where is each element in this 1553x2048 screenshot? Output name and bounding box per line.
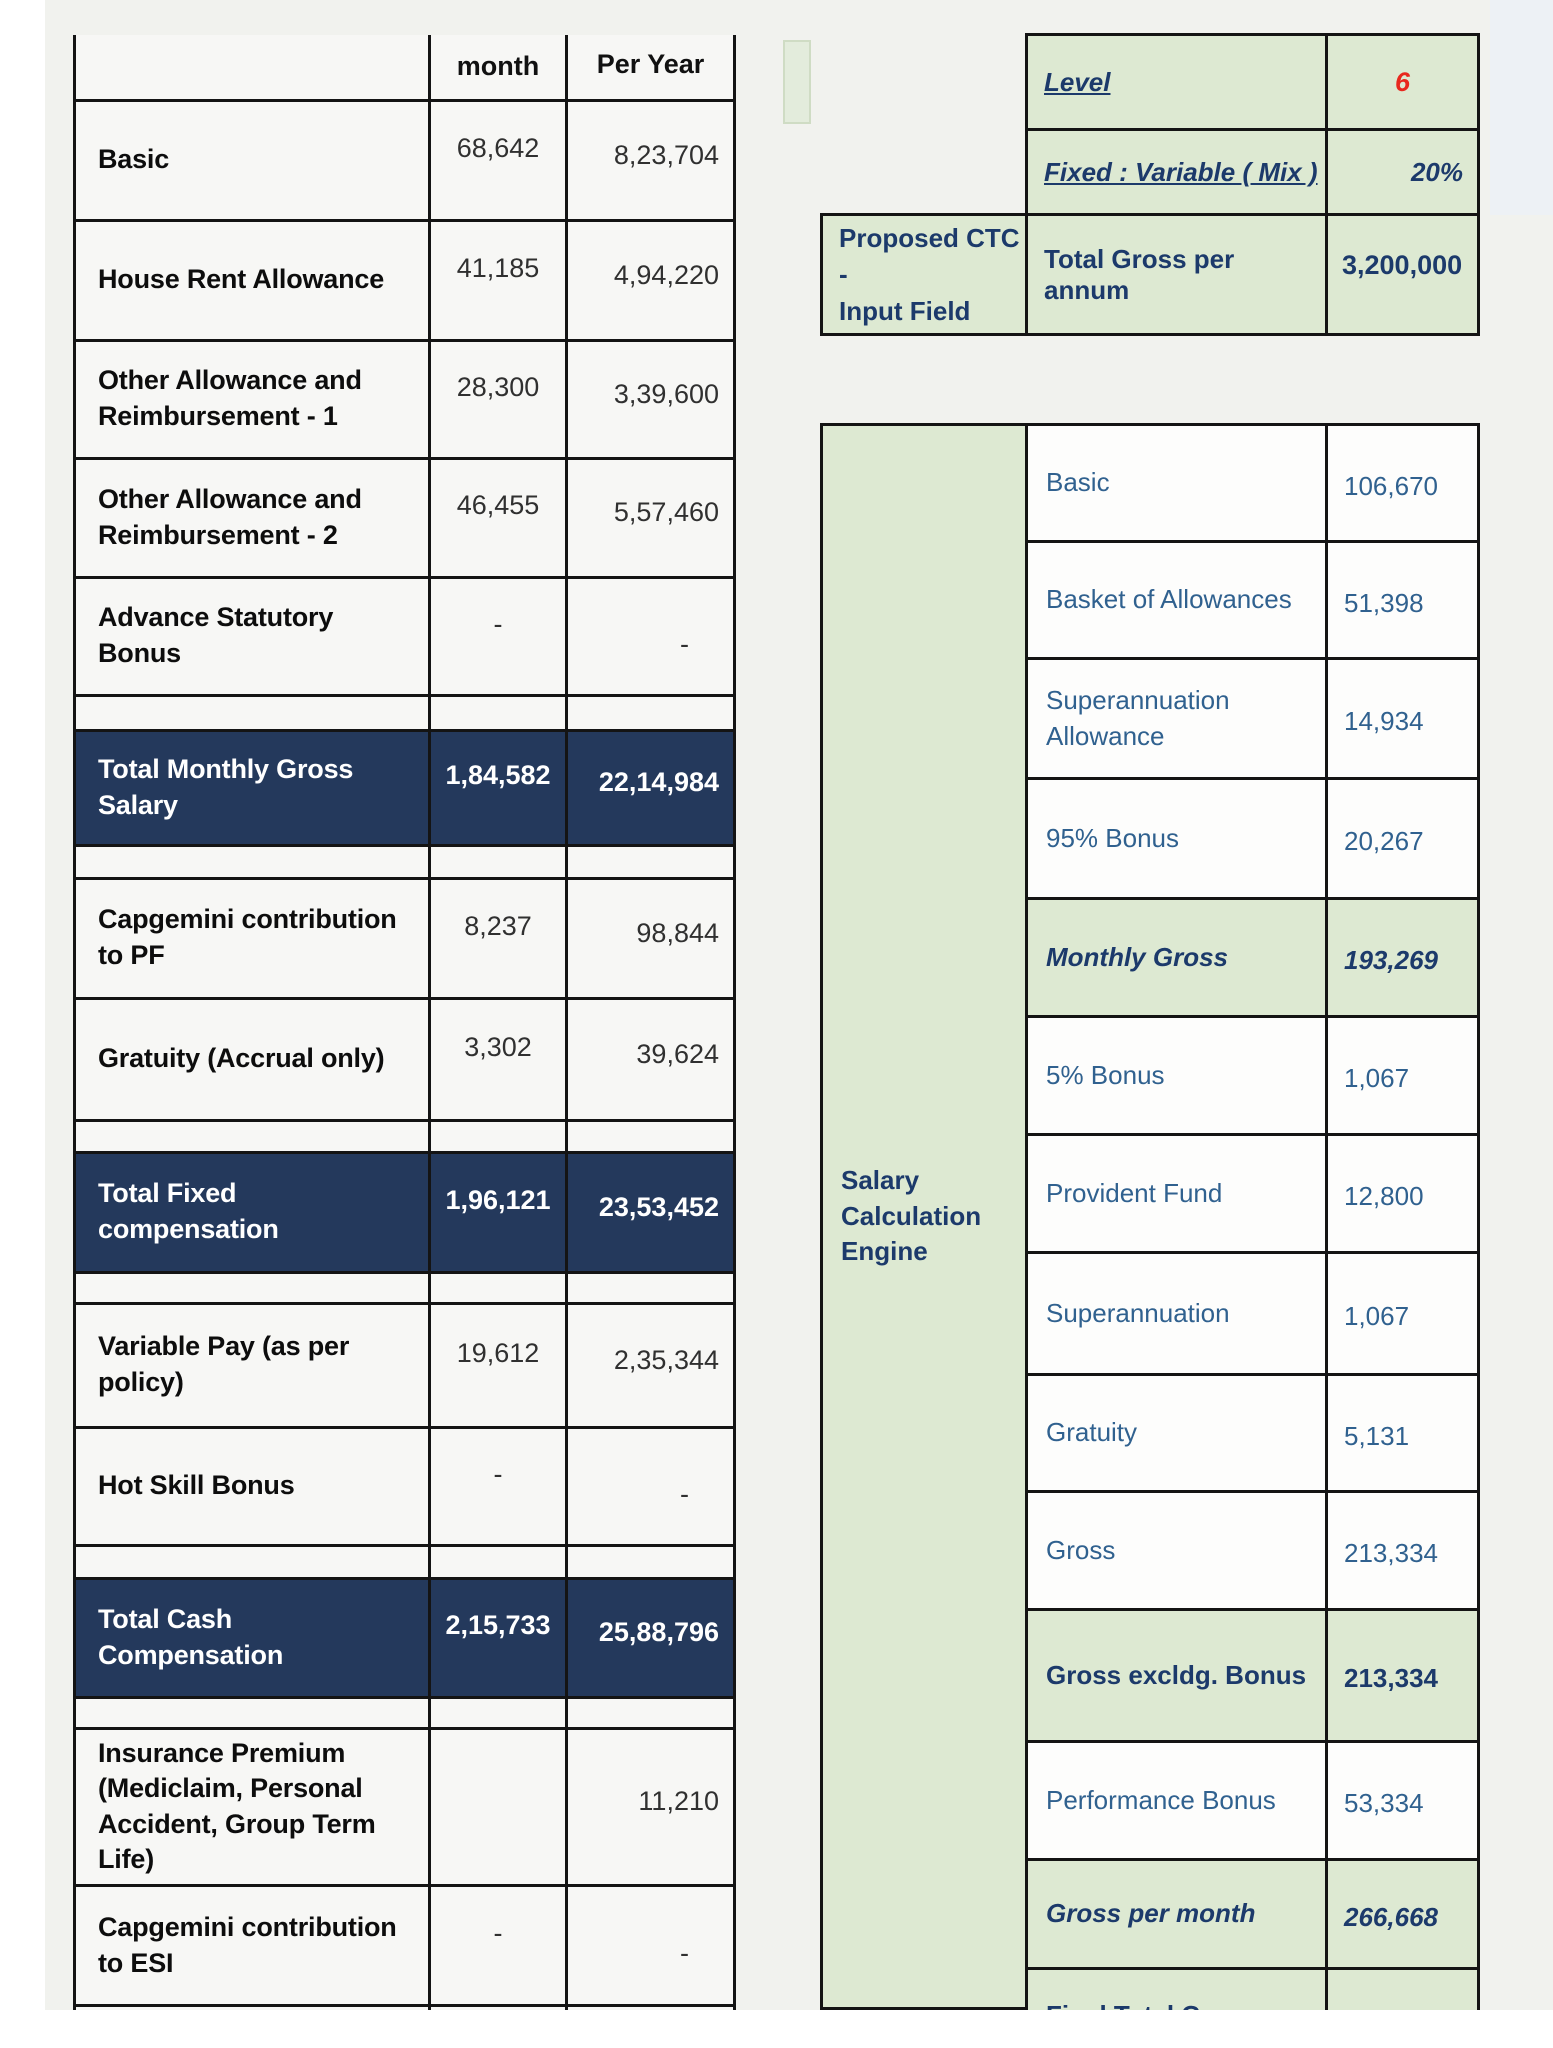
engine-row-label: Monthly Gross <box>1046 941 1229 972</box>
row-label: Gratuity (Accrual only) <box>98 1043 385 1074</box>
engine-value-cell <box>1327 1860 1479 1969</box>
label-cell <box>75 1886 430 2006</box>
mix-label-cell <box>1027 130 1327 215</box>
month-value-cell <box>430 1886 567 2006</box>
engine-row-label: Superannuation Allowance <box>1046 685 1230 751</box>
month-value: 41,185 <box>456 252 540 283</box>
year-value-cell <box>567 1152 735 1272</box>
engine-row-value: 106,670 <box>1344 470 1438 501</box>
spacer-row <box>75 1545 735 1578</box>
year-value: 8,23,704 <box>613 139 719 170</box>
proposed-ctc-section-label: Proposed CTC - Input Field <box>839 222 1020 326</box>
label-cell <box>75 340 430 458</box>
month-value-cell <box>430 1578 567 1697</box>
row-capgemini-contribution-esi <box>75 1886 735 2006</box>
engine-row-gross-per-month <box>1027 1860 1479 1969</box>
engine-row-superannuation <box>1027 1253 1479 1375</box>
engine-row-label: Gross per month <box>1046 1898 1256 1929</box>
engine-value-cell <box>1327 1610 1479 1742</box>
year-value-cell <box>567 998 735 1120</box>
spacer-cell <box>75 695 430 730</box>
engine-label-cell <box>1027 1375 1327 1492</box>
month-value: 3,302 <box>464 1031 532 1062</box>
label-cell <box>75 730 430 845</box>
spacer-row <box>75 695 735 730</box>
engine-title-cell <box>820 423 1025 2010</box>
month-value: - <box>493 1918 503 1948</box>
row-total-monthly-gross-salary <box>75 730 735 845</box>
engine-label-cell <box>1027 425 1327 542</box>
month-value-cell <box>430 1303 567 1427</box>
mix-value[interactable]: 20% <box>1410 156 1463 187</box>
label-cell <box>75 577 430 695</box>
engine-row-value: 51,398 <box>1344 587 1424 618</box>
header-month-cell <box>430 35 567 100</box>
compensation-table <box>73 35 736 2014</box>
spacer-cell <box>75 1120 430 1152</box>
salary-calculation-engine <box>820 423 1480 2037</box>
year-value: 11,210 <box>638 1786 719 1817</box>
engine-value-cell <box>1327 1742 1479 1860</box>
month-value: - <box>493 608 503 639</box>
year-value-cell <box>567 1578 735 1697</box>
total-gross-label: Total Gross per annum <box>1044 243 1235 305</box>
left-margin <box>0 0 45 2048</box>
empty-area <box>822 35 1027 130</box>
engine-row-value: 1,067 <box>1344 1301 1410 1331</box>
month-column-header: month <box>456 51 540 82</box>
engine-row-value: 12,800 <box>1344 1181 1424 1211</box>
engine-row-label: Provident Fund <box>1046 1177 1223 1208</box>
year-value-cell <box>567 458 735 577</box>
row-label: Advance Statutory Bonus <box>98 602 334 668</box>
month-value: 19,612 <box>456 1337 540 1368</box>
engine-label-cell <box>1027 1135 1327 1253</box>
engine-value-cell <box>1327 425 1479 542</box>
label-cell <box>75 1728 430 1886</box>
row-house-rent-allowance <box>75 220 735 340</box>
month-value: - <box>493 1458 503 1489</box>
proposed-ctc-section-cell <box>822 215 1027 335</box>
row-total-cash-compensation <box>75 1578 735 1697</box>
mix-label: Fixed : Variable ( Mix ) <box>1044 156 1318 187</box>
engine-row-value: 14,934 <box>1344 706 1424 736</box>
month-value: 68,642 <box>456 132 540 163</box>
year-value-cell <box>567 1728 735 1886</box>
engine-value-cell <box>1327 1253 1479 1375</box>
year-value-cell <box>567 100 735 220</box>
label-cell <box>75 100 430 220</box>
engine-label-cell <box>1027 542 1327 659</box>
total-gross-label-cell <box>1027 215 1327 335</box>
total-gross-row <box>822 215 1479 335</box>
engine-row-label: 95% Bonus <box>1046 822 1179 853</box>
engine-row-label: Performance Bonus <box>1046 1784 1276 1815</box>
engine-row-basic <box>1027 425 1479 542</box>
bottom-margin <box>0 2010 1553 2048</box>
engine-row-label: Gratuity <box>1046 1417 1138 1448</box>
spacer-cell <box>430 1120 567 1152</box>
year-value: 23,53,452 <box>598 1191 719 1222</box>
engine-row-value: 213,334 <box>1344 1538 1438 1568</box>
year-value: 3,39,600 <box>613 378 719 409</box>
year-value-cell <box>567 1427 735 1545</box>
engine-row-value: 1,067 <box>1344 1063 1410 1093</box>
engine-row-gratuity <box>1027 1375 1479 1492</box>
month-value-cell <box>430 1427 567 1545</box>
engine-value-cell <box>1327 899 1479 1017</box>
month-value: 28,300 <box>456 371 540 402</box>
spacer-cell <box>567 695 735 730</box>
row-other-allowance-2 <box>75 458 735 577</box>
header-year-cell <box>567 35 735 100</box>
spacer-row <box>75 1697 735 1728</box>
engine-row-provident-fund <box>1027 1135 1479 1253</box>
month-value: 1,84,582 <box>445 760 551 790</box>
engine-row-bonus-95 <box>1027 779 1479 899</box>
row-label: Other Allowance and Reimbursement - 1 <box>98 365 362 431</box>
month-value <box>431 1795 565 1819</box>
spacer-cell <box>430 695 567 730</box>
spacer-cell <box>567 1272 735 1303</box>
engine-value-cell <box>1327 1135 1479 1253</box>
background-wash <box>1490 0 1553 215</box>
engine-row-value: 266,668 <box>1344 1901 1438 1932</box>
spacer-row <box>75 845 735 878</box>
engine-value-cell <box>1327 1492 1479 1610</box>
label-cell <box>75 458 430 577</box>
engine-row-value <box>1328 1970 1477 1976</box>
header-row <box>75 35 735 100</box>
spacer-cell <box>430 1697 567 1728</box>
month-value: 46,455 <box>456 490 540 520</box>
row-insurance-premium <box>75 1728 735 1886</box>
engine-row-label: Basket of Allowances <box>1046 584 1292 615</box>
year-value-cell <box>567 1886 735 2006</box>
engine-row-performance-bonus <box>1027 1742 1479 1860</box>
row-label: Total Fixed compensation <box>98 1178 279 1244</box>
engine-value-cell <box>1327 1375 1479 1492</box>
per-year-column-header: Per Year <box>596 49 705 80</box>
level-value[interactable]: 6 <box>1394 66 1411 97</box>
engine-label-cell <box>1027 1610 1327 1742</box>
year-value: - <box>680 1938 689 1968</box>
month-value-cell <box>430 1728 567 1886</box>
row-basic <box>75 100 735 220</box>
engine-label-cell <box>1027 659 1327 779</box>
year-value-cell <box>567 340 735 458</box>
row-label: Insurance Premium (Mediclaim, Personal Accident, Group Term Life) <box>98 1737 376 1875</box>
label-cell <box>75 1578 430 1697</box>
spacer-cell <box>430 1545 567 1578</box>
month-value-cell <box>430 730 567 845</box>
row-label: Total Cash Compensation <box>98 1603 284 1670</box>
year-value-cell <box>567 1303 735 1427</box>
engine-row-value: 53,334 <box>1344 1788 1424 1818</box>
engine-row-value: 213,334 <box>1344 1663 1438 1693</box>
engine-row-superannuation-allowance <box>1027 659 1479 779</box>
engine-row-monthly-gross <box>1027 899 1479 1017</box>
month-value: 8,237 <box>464 910 532 941</box>
year-value: 22,14,984 <box>598 767 719 797</box>
label-cell <box>75 1427 430 1545</box>
spacer-cell <box>567 1545 735 1578</box>
spacer-cell <box>75 1697 430 1728</box>
header-empty-cell <box>75 35 430 100</box>
engine-row-value: 193,269 <box>1344 945 1438 975</box>
label-cell <box>75 998 430 1120</box>
month-value-cell <box>430 577 567 695</box>
row-other-allowance-1 <box>75 340 735 458</box>
level-label-cell <box>1027 35 1327 130</box>
spacer-cell <box>75 845 430 878</box>
spacer-cell <box>567 1697 735 1728</box>
level-row <box>822 35 1479 130</box>
row-hot-skill-bonus <box>75 1427 735 1545</box>
year-value: 2,35,344 <box>613 1344 719 1375</box>
row-label: Basic <box>98 144 170 175</box>
engine-value-cell <box>1327 542 1479 659</box>
engine-value-cell <box>1327 779 1479 899</box>
row-label: House Rent Allowance <box>98 264 385 295</box>
row-label: Hot Skill Bonus <box>98 1470 295 1501</box>
year-value: 4,94,220 <box>613 259 719 290</box>
total-gross-input[interactable]: 3,200,000 <box>1342 250 1463 280</box>
engine-label-cell <box>1027 779 1327 899</box>
month-value-cell <box>430 100 567 220</box>
engine-label-cell <box>1027 1492 1327 1610</box>
year-value: 39,624 <box>636 1038 719 1069</box>
engine-title: Salary Calculation Engine <box>841 1164 982 1267</box>
engine-value-cell <box>1327 659 1479 779</box>
year-value: - <box>680 1478 689 1509</box>
row-label: Total Monthly Gross Salary <box>98 753 354 820</box>
engine-row-label: Superannuation <box>1046 1297 1230 1328</box>
row-gratuity-accrual <box>75 998 735 1120</box>
month-value-cell <box>430 220 567 340</box>
engine-label-cell <box>1027 1860 1327 1969</box>
label-cell <box>75 1303 430 1427</box>
spacer-row <box>75 1120 735 1152</box>
engine-row-label: Gross <box>1046 1534 1116 1565</box>
engine-row-gross-excluding-bonus <box>1027 1610 1479 1742</box>
year-value: 98,844 <box>636 917 719 948</box>
mix-value-cell[interactable] <box>1327 130 1479 215</box>
row-label: Other Allowance and Reimbursement - 2 <box>98 483 362 550</box>
engine-label-cell <box>1027 1253 1327 1375</box>
engine-label-cell <box>1027 1742 1327 1860</box>
label-cell <box>75 878 430 998</box>
year-value-cell <box>567 577 735 695</box>
month-value-cell <box>430 878 567 998</box>
engine-row-gross <box>1027 1492 1479 1610</box>
row-total-fixed-compensation <box>75 1152 735 1272</box>
year-value: - <box>680 628 689 659</box>
empty-area <box>822 130 1027 215</box>
engine-label-cell <box>1027 1017 1327 1135</box>
month-value-cell <box>430 1152 567 1272</box>
label-cell <box>75 1152 430 1272</box>
engine-row-label: 5% Bonus <box>1046 1059 1165 1090</box>
engine-rows-table <box>1025 423 1480 2037</box>
proposed-ctc-table <box>820 33 1480 336</box>
engine-row-bonus-5 <box>1027 1017 1479 1135</box>
engine-row-value: 20,267 <box>1344 826 1424 856</box>
spacer-cell <box>567 845 735 878</box>
level-label: Level <box>1044 66 1111 97</box>
spacer-cell <box>430 845 567 878</box>
row-variable-pay <box>75 1303 735 1427</box>
spacer-row <box>75 1272 735 1303</box>
spacer-cell <box>567 1120 735 1152</box>
row-label: Capgemini contribution to ESI <box>98 1911 397 1978</box>
year-value: 5,57,460 <box>613 497 719 527</box>
year-value: 25,88,796 <box>598 1617 719 1647</box>
spacer-cell <box>75 1545 430 1578</box>
month-value: 2,15,733 <box>445 1610 551 1640</box>
total-gross-value-cell[interactable] <box>1327 215 1479 335</box>
row-label: Variable Pay (as per policy) <box>98 1331 350 1397</box>
year-value-cell <box>567 878 735 998</box>
spacer-cell <box>430 1272 567 1303</box>
engine-row-label: Gross excldg. Bonus <box>1046 1659 1307 1690</box>
row-advance-statutory-bonus <box>75 577 735 695</box>
engine-label-cell <box>1027 899 1327 1017</box>
mix-row <box>822 130 1479 215</box>
row-label: Capgemini contribution to PF <box>98 904 397 970</box>
month-value-cell <box>430 458 567 577</box>
label-cell <box>75 220 430 340</box>
engine-row-basket-of-allowances <box>1027 542 1479 659</box>
engine-row-value: 5,131 <box>1344 1420 1410 1451</box>
year-value-cell <box>567 220 735 340</box>
spacer-cell <box>75 1272 430 1303</box>
row-capgemini-contribution-pf <box>75 878 735 998</box>
cropped-cell-fragment <box>783 40 811 124</box>
month-value: 1,96,121 <box>445 1184 551 1215</box>
engine-row-label: Basic <box>1046 467 1110 498</box>
level-value-cell[interactable] <box>1327 35 1479 130</box>
month-value-cell <box>430 998 567 1120</box>
engine-value-cell <box>1327 1017 1479 1135</box>
year-value-cell <box>567 730 735 845</box>
month-value-cell <box>430 340 567 458</box>
